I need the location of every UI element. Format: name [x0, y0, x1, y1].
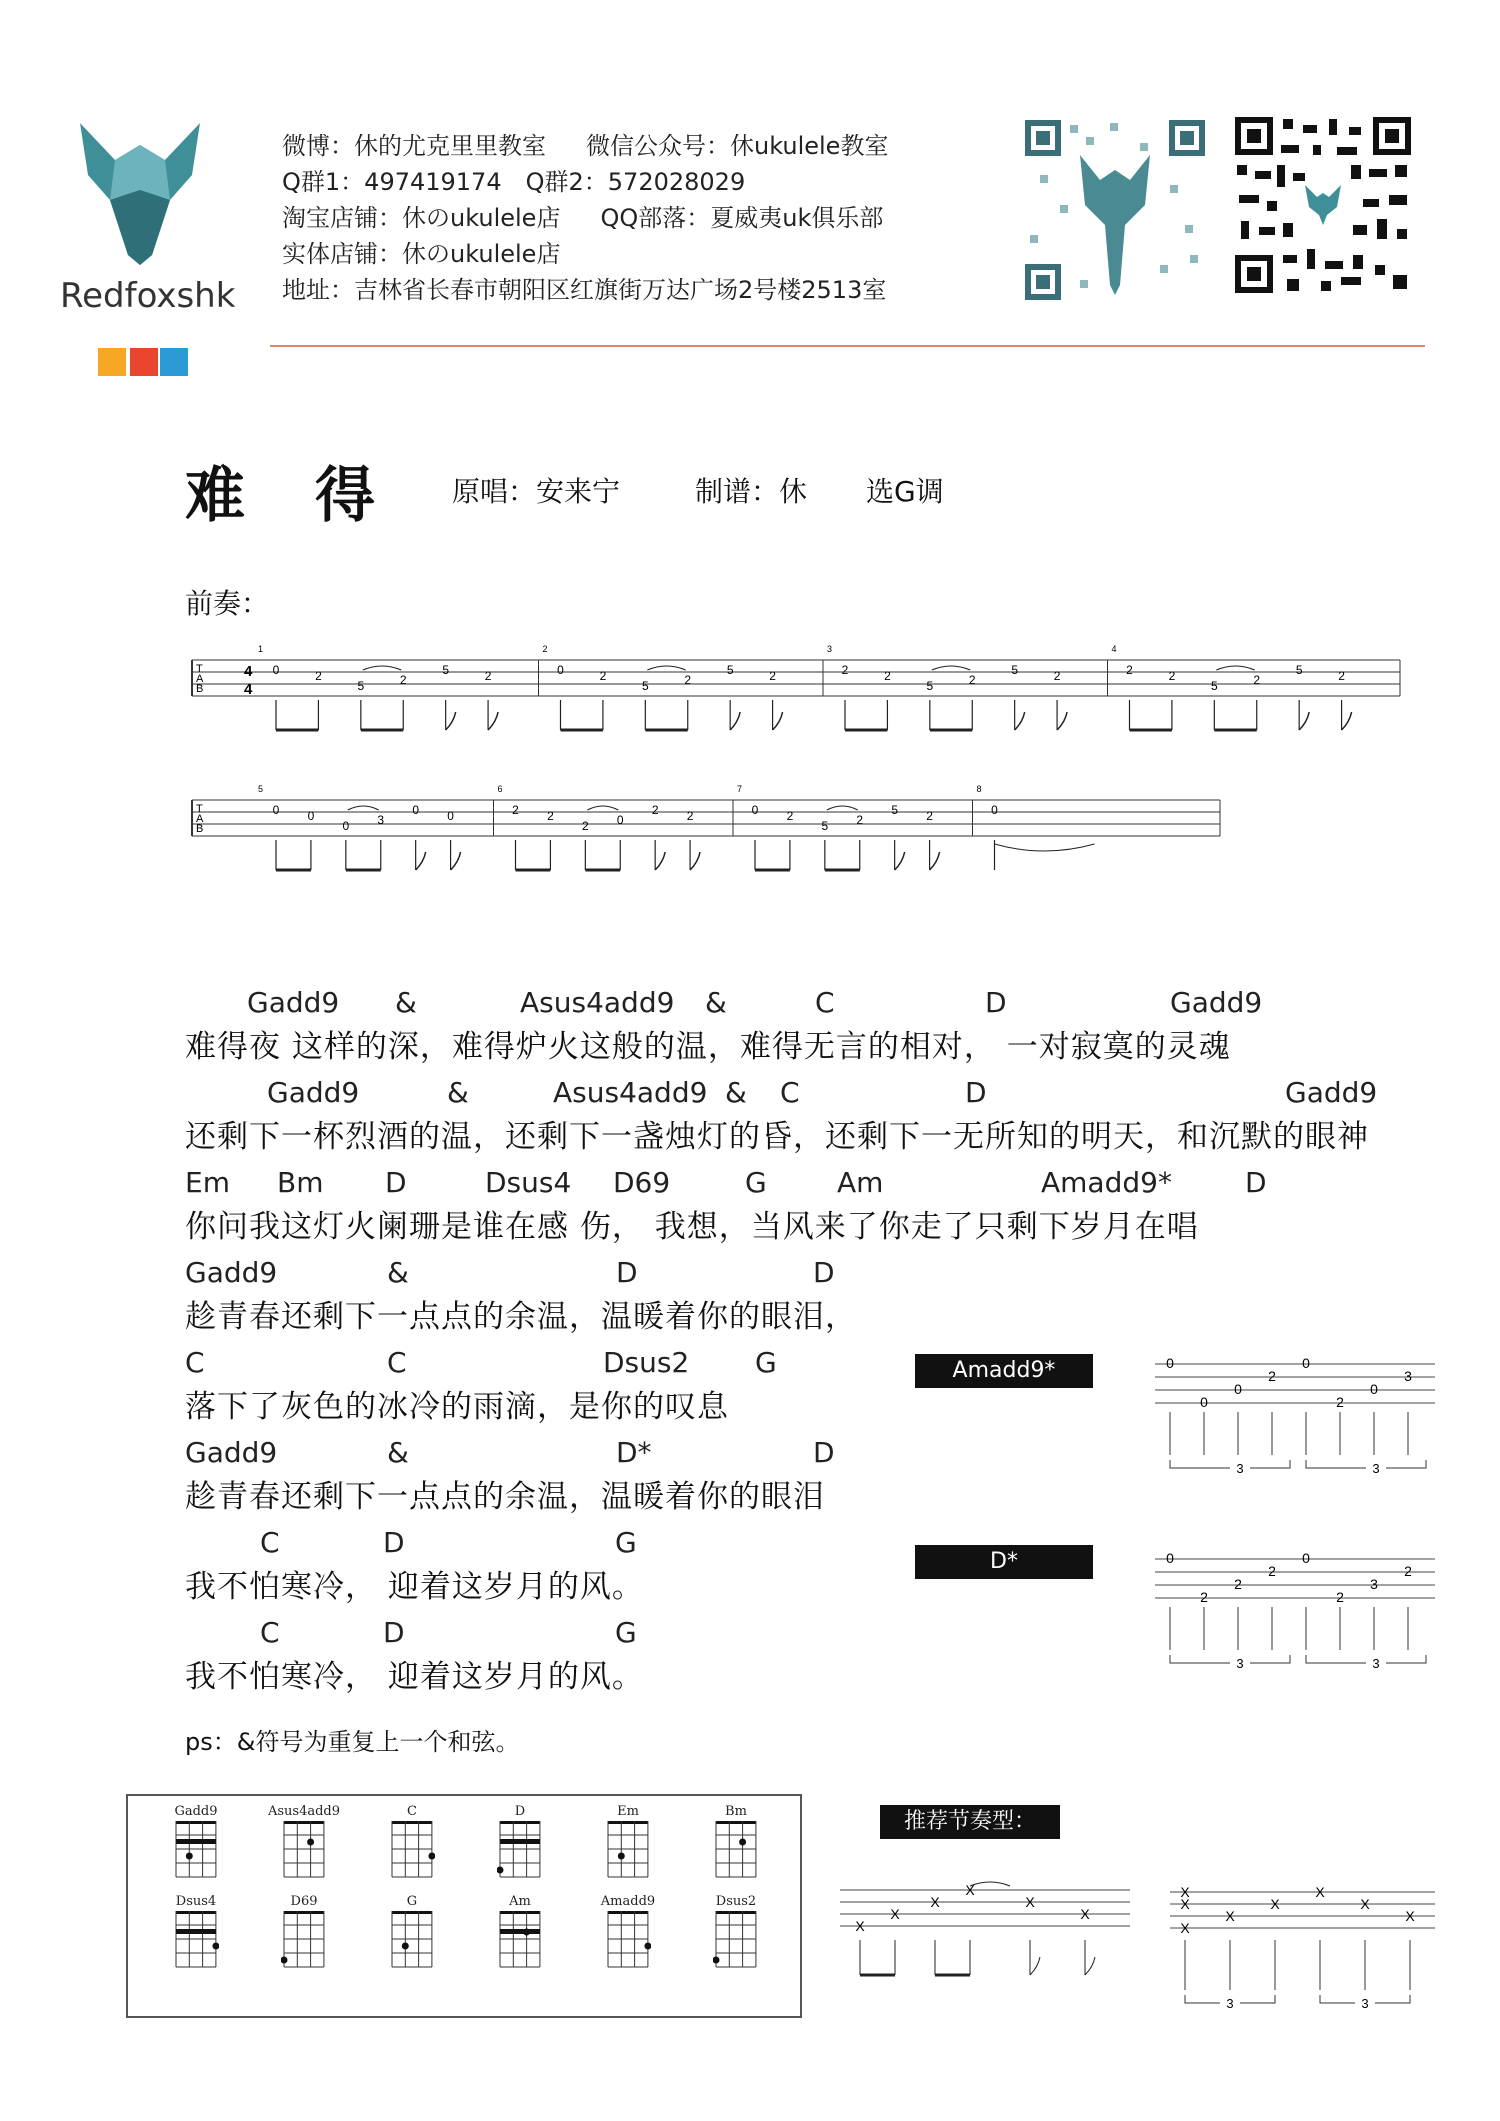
prelude-label: 前奏： [185, 587, 270, 620]
tab-note: 2 [684, 673, 692, 687]
tab-note: 5 [641, 679, 649, 693]
fretboard-grid [173, 1909, 219, 1973]
note-flag [1299, 712, 1309, 730]
lyric-text: 难得夜 这样的深，难得炉火这般的温，难得无言的相对， 一对寂寞的灵魂 [185, 1029, 1231, 1065]
note-flag [1085, 1957, 1095, 1975]
tab-note: 2 [968, 673, 976, 687]
strum-mark: X [1080, 1906, 1090, 1922]
chord-symbol: D [616, 1256, 638, 1289]
fretboard-grid [173, 1819, 219, 1883]
lyric-text: 你问我这灯火阑珊是谁在感 伤， 我想，当风来了你走了只剩下岁月在唱 [185, 1209, 1199, 1245]
triplet-number: 3 [1372, 1461, 1380, 1476]
measure-number: 1 [258, 644, 264, 654]
chord-symbol: Gadd9 [247, 986, 340, 1019]
tab-clef-letter: A [196, 813, 204, 825]
tab-note: 2 [841, 663, 849, 677]
lyric-line [185, 1250, 1435, 1340]
tab-note: 2 [769, 669, 776, 683]
tab-note: 2 [581, 819, 589, 833]
tab-note: 5 [891, 803, 899, 817]
tie [995, 844, 1095, 851]
fretboard-grid [713, 1909, 759, 1973]
note-flag [895, 852, 905, 870]
tab-note: 0 [1166, 1355, 1174, 1371]
chord-symbol: G [615, 1526, 637, 1559]
fretboard-grid [281, 1819, 327, 1883]
header-divider [270, 345, 1425, 347]
note-flag [416, 852, 426, 870]
brand-logo [70, 115, 210, 265]
tab-note: 2 [786, 809, 794, 823]
chord-row [185, 1160, 1435, 1204]
tie [647, 666, 685, 670]
song-key: 选G调 [866, 475, 944, 508]
fretboard-grid [389, 1819, 435, 1883]
prelude-tab [180, 640, 1420, 910]
note-flag [488, 712, 498, 730]
chord-symbol: & [387, 1436, 409, 1469]
tab-note: 0 [1166, 1550, 1174, 1566]
chord-diagram-name: G [406, 1894, 418, 1909]
strum-mark: X [1180, 1896, 1190, 1912]
tab-note: 2 [1126, 663, 1133, 677]
chord-diagram [254, 1804, 354, 1887]
tab-clef-letter: B [196, 683, 204, 695]
strum-mark: X [1025, 1894, 1035, 1910]
chord-symbol: Amadd9* [1041, 1166, 1172, 1199]
note-flag [1342, 712, 1352, 730]
tab-note: 2 [512, 803, 519, 817]
strum-mark: X [1180, 1920, 1190, 1936]
tab-note: 0 [272, 803, 280, 817]
measure-number: 5 [258, 784, 264, 794]
chord-diagram-name: D69 [290, 1894, 318, 1909]
chord-symbol: Gadd9 [185, 1436, 278, 1469]
note-flag [451, 852, 461, 870]
lyric-text: 还剩下一杯烈酒的温，还剩下一盏烛灯的昏，还剩下一无所知的明天，和沉默的眼神 [185, 1119, 1369, 1155]
chord-chart [126, 1794, 802, 2018]
tab-note: 0 [1370, 1381, 1378, 1397]
tab-note: 0 [307, 809, 315, 823]
tab-note: 2 [1168, 669, 1176, 683]
chord-symbol: Gadd9 [1170, 986, 1263, 1019]
note-flag [1057, 712, 1067, 730]
ps-note: ps：&符号为重复上一个和弦。 [185, 1728, 520, 1756]
tab-note: 5 [1011, 663, 1019, 677]
chord-symbol: D69 [613, 1166, 671, 1199]
tab-note: 2 [1268, 1563, 1276, 1579]
chord-symbol: G [745, 1166, 767, 1199]
tab-note: 2 [315, 669, 322, 683]
chord-symbol: D* [616, 1436, 652, 1469]
triplet-bracket [1170, 1655, 1290, 1663]
triplet-bracket [1306, 1460, 1426, 1468]
strum-mark: X [1360, 1896, 1370, 1912]
chord-diagram-name: Dsus4 [175, 1894, 217, 1909]
strum-mark: X [1180, 1884, 1190, 1900]
note-flag [773, 712, 783, 730]
strum-mark: X [855, 1918, 865, 1934]
tie [932, 666, 970, 670]
tab-note: 2 [1336, 1589, 1344, 1605]
special-chord-tab [1150, 1350, 1440, 1490]
chord-symbol: Bm [277, 1166, 324, 1199]
strum-mark: X [1315, 1884, 1325, 1900]
tab-note: 5 [821, 819, 829, 833]
triplet-number: 3 [1226, 1996, 1234, 2011]
tab-note: 5 [1210, 679, 1218, 693]
chord-row [185, 980, 1435, 1024]
chord-diagram [254, 1894, 354, 1977]
special-chord-label: D* [915, 1545, 1093, 1579]
chord-symbol: Dsus2 [603, 1346, 690, 1379]
chord-diagram-name: C [407, 1804, 417, 1819]
tab-note: 0 [1302, 1355, 1310, 1371]
triplet-number: 3 [1236, 1461, 1244, 1476]
measure-number: 2 [542, 644, 548, 654]
chord-diagram [362, 1894, 462, 1977]
tab-note: 2 [1253, 673, 1261, 687]
tab-note: 0 [342, 819, 350, 833]
contact-info: 微博：休的尤克里里教室 微信公众号：休ukulele教室 Q群1：497419174 Q群2：572028029 淘宝店铺：休のukulele店 QQ部落：夏威夷uk俱乐部 实体店铺：休のukulele店 地址：吉林省长春市朝阳区红旗街万达广场2号楼2513室 [282, 132, 889, 304]
chord-symbol: Asus4add9 [553, 1076, 708, 1109]
chord-diagram-name: D [514, 1804, 526, 1819]
triplet-number: 3 [1236, 1656, 1244, 1671]
chord-symbol: Em [185, 1166, 230, 1199]
qr-code-wechat[interactable] [1020, 115, 1210, 305]
chord-symbol: Gadd9 [185, 1256, 278, 1289]
chord-symbol: C [780, 1076, 800, 1109]
tab-note: 2 [926, 809, 933, 823]
chord-symbol: Dsus4 [485, 1166, 572, 1199]
tab-note: 5 [926, 679, 934, 693]
measure-number: 3 [827, 644, 833, 654]
chord-symbol: Gadd9 [267, 1076, 360, 1109]
tab-note: 2 [856, 813, 864, 827]
chord-symbol: G [615, 1616, 637, 1649]
measure-number: 6 [497, 784, 503, 794]
chord-diagram [578, 1894, 678, 1977]
strum-mark: X [930, 1894, 940, 1910]
chord-diagram [146, 1894, 246, 1977]
tab-note: 0 [412, 803, 420, 817]
chord-diagram-name: Em [617, 1804, 639, 1819]
lyric-text: 落下了灰色的冰冷的雨滴，是你的叹息 [185, 1389, 729, 1425]
tab-note: 3 [1370, 1576, 1378, 1592]
tab-note: 0 [751, 803, 759, 817]
fretboard-grid [713, 1819, 759, 1883]
qr-code-weibo[interactable] [1233, 115, 1413, 295]
rhythm-pattern-1 [840, 1880, 1140, 2010]
lyric-line [185, 1070, 1435, 1160]
note-flag [730, 712, 740, 730]
triplet-number: 3 [1372, 1656, 1380, 1671]
brand-name: Redfoxshk [60, 276, 236, 316]
chord-diagram [578, 1804, 678, 1887]
lyric-line [185, 980, 1435, 1070]
chord-symbol: & [447, 1076, 469, 1109]
time-signature-bottom: 4 [244, 681, 253, 698]
chord-diagram-name: Amadd9 [600, 1894, 656, 1909]
note-flag [1015, 712, 1025, 730]
tab-clef-letter: B [196, 823, 204, 835]
chord-symbol: D [813, 1256, 835, 1289]
tab-note: 3 [377, 813, 385, 827]
fretboard-grid [605, 1909, 651, 1973]
chord-diagram [686, 1894, 786, 1977]
chord-symbol: & [395, 986, 417, 1019]
brand-color-red [130, 348, 158, 376]
special-chord-label: Amadd9* [915, 1354, 1093, 1388]
special-chord-tab [1150, 1545, 1440, 1685]
tab-note: 5 [1295, 663, 1303, 677]
tab-note: 5 [442, 663, 450, 677]
tie [587, 806, 618, 810]
chord-symbol: D [985, 986, 1007, 1019]
chord-diagram-name: Bm [725, 1804, 747, 1819]
tie [827, 806, 858, 810]
tab-note: 0 [991, 803, 998, 817]
lyric-text: 我不怕寒冷， 迎着这岁月的风。 [185, 1659, 644, 1695]
strum-mark: X [890, 1906, 900, 1922]
chord-symbol: D [383, 1616, 405, 1649]
time-signature-top: 4 [244, 663, 253, 680]
chord-diagram-name: Dsus2 [715, 1894, 757, 1909]
tab-note: 0 [557, 663, 564, 677]
brand-color-yellow [98, 348, 126, 376]
note-flag [930, 852, 940, 870]
tab-note: 2 [884, 669, 891, 683]
tie [970, 1882, 1010, 1886]
tab-note: 2 [1404, 1563, 1412, 1579]
tie [363, 666, 401, 670]
note-flag [690, 852, 700, 870]
tab-note: 0 [1302, 1550, 1310, 1566]
song-arranger: 制谱：休 [695, 475, 808, 508]
fretboard-grid [281, 1909, 327, 1973]
chord-diagram-name: Asus4add9 [267, 1804, 341, 1819]
tab-clef-letter: T [196, 663, 203, 675]
chord-symbol: D [383, 1526, 405, 1559]
tab-note: 5 [726, 663, 734, 677]
chord-symbol: Gadd9 [1285, 1076, 1378, 1109]
fretboard-grid [605, 1819, 651, 1883]
chord-diagram [686, 1804, 786, 1887]
measure-number: 8 [976, 784, 982, 794]
lyric-text: 趁青春还剩下一点点的余温，温暖着你的眼泪 [185, 1479, 825, 1515]
chord-symbol: Am [837, 1166, 884, 1199]
chord-diagram [362, 1804, 462, 1887]
triplet-number: 3 [1361, 1996, 1369, 2011]
strum-mark: X [1405, 1908, 1415, 1924]
tie [1216, 666, 1254, 670]
tab-note: 2 [686, 809, 694, 823]
chord-symbol: & [725, 1076, 747, 1109]
rhythm-pattern-2 [1170, 1880, 1440, 2030]
note-flag [655, 852, 665, 870]
chord-symbol: D [1245, 1166, 1267, 1199]
chord-symbol: C [815, 986, 835, 1019]
tab-note: 0 [1234, 1381, 1242, 1397]
measure-number: 4 [1111, 644, 1117, 654]
chord-diagram-name: Gadd9 [174, 1804, 218, 1819]
tab-clef-letter: A [196, 673, 204, 685]
tab-note: 0 [1200, 1394, 1208, 1410]
tab-note: 2 [1200, 1589, 1208, 1605]
tab-note: 2 [1268, 1368, 1276, 1384]
measure-number: 7 [737, 784, 743, 794]
triplet-bracket [1170, 1460, 1290, 1468]
chord-symbol: C [260, 1526, 280, 1559]
chord-symbol: C [260, 1616, 280, 1649]
chord-row [185, 1070, 1435, 1114]
tab-note: 3 [1404, 1368, 1412, 1384]
chord-symbol: & [387, 1256, 409, 1289]
lyric-text: 趁青春还剩下一点点的余温，温暖着你的眼泪， [185, 1299, 857, 1335]
tab-note: 2 [1338, 669, 1345, 683]
fretboard-grid [497, 1909, 543, 1973]
song-title: 难得 [185, 461, 445, 531]
strum-mark: X [965, 1882, 975, 1898]
chord-row [185, 1250, 1435, 1294]
song-singer: 原唱：安来宁 [452, 475, 621, 508]
lyric-line [185, 1160, 1435, 1250]
chord-symbol: D [385, 1166, 407, 1199]
tab-clef-letter: T [196, 803, 203, 815]
tab-note: 2 [547, 809, 554, 823]
chord-diagram-name: Am [509, 1894, 531, 1909]
rhythm-title: 推荐节奏型： [880, 1805, 1060, 1839]
tie [348, 806, 379, 810]
brand-color-blue [160, 348, 188, 376]
chord-diagram [146, 1804, 246, 1887]
tab-note: 2 [1053, 669, 1061, 683]
note-flag [1030, 1957, 1040, 1975]
tab-note: 2 [484, 669, 492, 683]
chord-diagram [470, 1804, 570, 1887]
tab-note: 2 [651, 803, 659, 817]
tab-note: 2 [599, 669, 607, 683]
strum-mark: X [1225, 1908, 1235, 1924]
triplet-bracket [1306, 1655, 1426, 1663]
chord-symbol: C [185, 1346, 205, 1379]
strum-mark: X [1270, 1896, 1280, 1912]
fretboard-grid [389, 1909, 435, 1973]
tab-note: 0 [616, 813, 624, 827]
chord-symbol: Asus4add9 [520, 986, 675, 1019]
tab-note: 0 [447, 809, 454, 823]
tab-note: 2 [1234, 1576, 1242, 1592]
chord-symbol: C [387, 1346, 407, 1379]
chord-symbol: & [705, 986, 727, 1019]
lyric-text: 我不怕寒冷， 迎着这岁月的风。 [185, 1569, 644, 1605]
chord-symbol: G [755, 1346, 777, 1379]
chord-symbol: D [965, 1076, 987, 1109]
tab-note: 2 [399, 673, 407, 687]
chord-diagram [470, 1894, 570, 1977]
note-flag [446, 712, 456, 730]
tab-note: 0 [272, 663, 280, 677]
chord-symbol: D [813, 1436, 835, 1469]
fretboard-grid [497, 1819, 543, 1883]
tab-note: 5 [357, 679, 365, 693]
tab-note: 2 [1336, 1394, 1344, 1410]
